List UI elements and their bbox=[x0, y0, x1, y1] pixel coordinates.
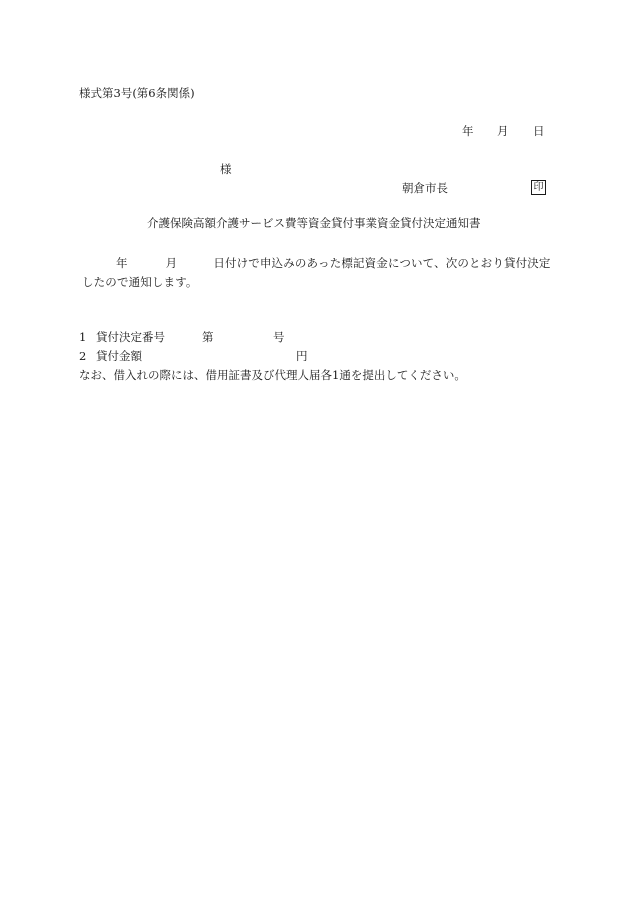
body-year: 年 bbox=[116, 256, 128, 270]
body-paragraph bbox=[82, 254, 558, 292]
item-1-suffix: 号 bbox=[273, 330, 285, 344]
body-text: 日付けで申込みのあった標記資金について、次のとおり貸付決定したので通知します。 bbox=[82, 256, 551, 289]
closing-note: なお、借入れの際には、借用証書及び代理人届各1通を提出してください。 bbox=[79, 368, 466, 382]
form-number: 様式第3号(第6条関係) bbox=[79, 86, 195, 100]
item-1-prefix: 第 bbox=[202, 330, 214, 344]
date-day: 日 bbox=[533, 124, 545, 138]
item-2-suffix: 円 bbox=[296, 349, 308, 363]
item-2-label: 貸付金額 bbox=[96, 349, 142, 363]
item-1-number: 1 bbox=[79, 330, 87, 344]
item-1-label: 貸付決定番号 bbox=[96, 330, 165, 344]
date-month: 月 bbox=[497, 124, 509, 138]
document-title: 介護保険高額介護サービス費等資金貸付事業資金貸付決定通知書 bbox=[147, 216, 481, 230]
seal-stamp: 印 bbox=[531, 180, 546, 195]
item-2-number: 2 bbox=[79, 349, 87, 363]
issuer-name: 朝倉市長 bbox=[402, 181, 448, 195]
date-year: 年 bbox=[462, 124, 474, 138]
body-month: 月 bbox=[165, 256, 178, 270]
addressee-suffix: 様 bbox=[220, 162, 232, 176]
